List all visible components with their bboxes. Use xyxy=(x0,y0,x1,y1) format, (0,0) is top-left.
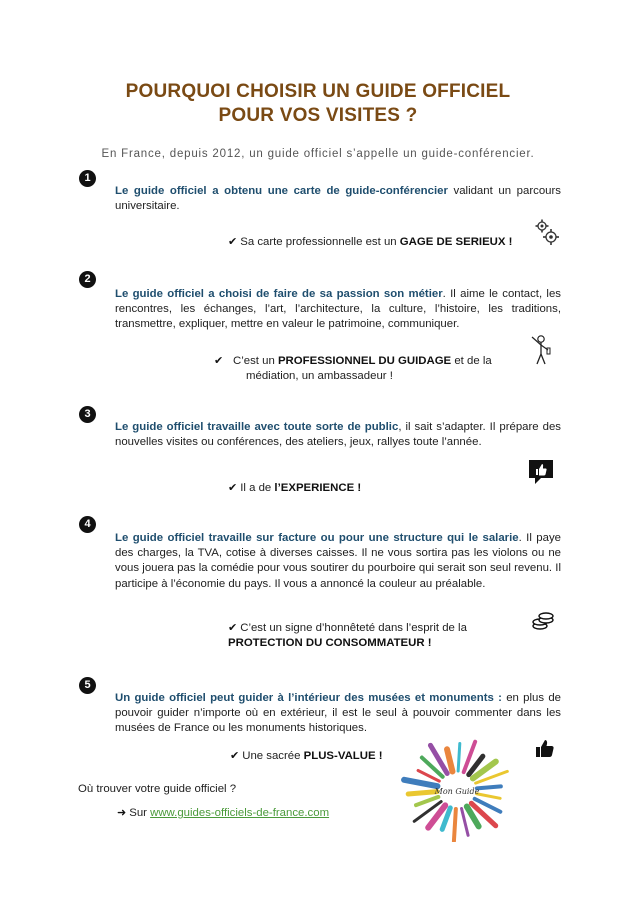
section-paragraph-1 xyxy=(115,184,561,214)
section-body-5: en plus de pouvoir guider n’importe où en extérieur, il est le seul à pouvoir commenter dans les musées de France ou les monuments historiques. xyxy=(115,692,561,735)
section-number-3: 3 xyxy=(79,406,96,423)
section-highlight-1 xyxy=(228,235,538,250)
logo-brush-stroke xyxy=(477,794,501,799)
section-lead-3: Le guide officiel travaille avec toute sorte de public xyxy=(115,421,399,433)
section-body-3: , il sait s’adapter. Il prépare des nouvelles visites ou conférences, des ateliers, jeux, rallyes toute l’année. xyxy=(115,421,561,449)
logo-brush-stroke xyxy=(404,780,437,786)
section-number-1: 1 xyxy=(79,170,96,187)
page-title xyxy=(0,80,636,128)
section-highlight-4 xyxy=(228,621,518,651)
highlight-text-3: Il a de xyxy=(240,482,275,494)
section-body-4: . Il paye des charges, la TVA, cotise à diverses caisses. Il ne vous sortira pas les violons ou ne vous jouera pas la comédie pour vous soutirer du pourboire qui serait son seul revenu. Il participe à l’économie du pays. Il vous a annoncé la couleur au préalable. xyxy=(115,532,561,590)
section-highlight-2: ✔︎ C’est un PROFESSIONNEL DU GUIDAGE et de la médiation, un ambassadeur ! xyxy=(214,355,492,382)
website-link[interactable]: www.guides-officiels-de-france.com xyxy=(150,807,330,819)
section-highlight-5 xyxy=(230,749,400,764)
title-line-2: POUR VOS VISITES ? xyxy=(218,105,418,126)
section-number-5: 5 xyxy=(79,677,96,694)
logo-brush-stroke xyxy=(477,786,501,788)
highlight-bold-5: PLUS-VALUE ! xyxy=(303,750,383,762)
title-line-1: POURQUOI CHOISIR UN GUIDE OFFICIEL xyxy=(125,81,511,102)
guide-figure-icon xyxy=(528,334,554,366)
section-lead-4: Le guide officiel travaille sur facture ou pour une structure qui le salarie xyxy=(115,532,519,544)
coins-icon xyxy=(531,611,555,631)
curved-arrow-icon: ➜ xyxy=(117,807,127,819)
thumbs-up-bubble-icon xyxy=(528,459,554,485)
section-paragraph-5 xyxy=(115,691,561,737)
highlight-bold-4: PROTECTION DU CONSOMMATEUR ! xyxy=(228,637,432,649)
highlight-bold-3: l’EXPERIENCE ! xyxy=(274,482,362,494)
logo-brush-stroke xyxy=(447,749,452,771)
section-lead-5: Un guide officiel peut guider à l’intérieur des musées et monuments : xyxy=(115,692,502,704)
website-line xyxy=(117,806,329,819)
section-number-4: 4 xyxy=(79,516,96,533)
highlight-text-2: C’est un xyxy=(233,355,278,367)
section-paragraph-3 xyxy=(115,420,561,450)
section-body-2: . Il aime le contact, les rencontres, les échanges, l’art, l’architecture, la culture, l’histoire, les traditions, transmettre, expliquer, mettre en valeur le patrimoine, communiquer. xyxy=(115,288,561,331)
gears-icon xyxy=(534,218,560,246)
intro-text: En France, depuis 2012, un guide officiel s’appelle un guide-conférencier. xyxy=(101,148,535,160)
logo-brush-stroke xyxy=(458,744,460,772)
section-number-2: 2 xyxy=(79,271,96,288)
chevron-down-icon: ✔︎ xyxy=(228,482,238,494)
section-paragraph-2 xyxy=(115,287,561,333)
section-paragraph-4 xyxy=(115,531,561,592)
section-lead-2: Le guide officiel a choisi de faire de sa passion son métier xyxy=(115,288,443,300)
chevron-down-icon: ✔︎ xyxy=(230,750,240,762)
website-prefix: Sur xyxy=(129,807,151,819)
where-question: Où trouver votre guide officiel ? xyxy=(78,783,237,795)
logo-brush-stroke xyxy=(454,809,456,841)
highlight-text-4: C’est un signe d’honnêteté dans l’esprit de la xyxy=(240,622,467,634)
logo-text: Mon Guide xyxy=(434,787,480,796)
section-lead-1: Le guide officiel a obtenu une carte de guide-conférencier xyxy=(115,185,448,197)
chevron-down-icon: ✔︎ xyxy=(228,236,238,248)
logo-brush-stroke xyxy=(416,797,438,805)
section-highlight-3 xyxy=(228,481,488,496)
highlight-text-5: Une sacrée xyxy=(242,750,304,762)
logo-brush-stroke xyxy=(408,792,437,794)
highlight-post-2: et de la médiation, un ambassadeur ! xyxy=(246,355,492,382)
chevron-down-icon: ✔︎ xyxy=(228,622,238,634)
mon-guide-logo xyxy=(398,738,516,842)
highlight-bold-2: PROFESSIONNEL DU GUIDAGE xyxy=(277,355,452,367)
highlight-text-1: Sa carte professionnelle est un xyxy=(240,236,400,248)
section-body-1: validant un parcours universitaire. xyxy=(115,185,561,213)
highlight-bold-1: GAGE DE SERIEUX ! xyxy=(399,236,513,248)
thumbs-up-icon xyxy=(535,739,555,758)
